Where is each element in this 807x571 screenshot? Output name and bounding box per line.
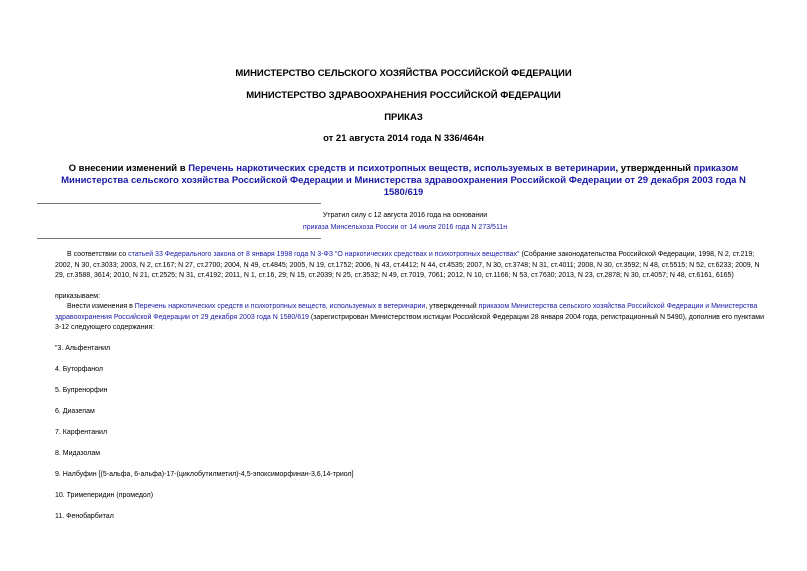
title-text-1: О внесении изменений в — [68, 163, 189, 174]
doc-date-number: от 21 августа 2014 года N 336/464н — [323, 133, 484, 144]
repeal-note-text: Утратил силу с 12 августа 2016 года на основании — [322, 212, 488, 219]
order-word: приказываем: — [55, 293, 101, 300]
title-text-2: , утвержденный — [615, 163, 694, 174]
title-link-list[interactable]: Перечень наркотических средств и психотропных веществ, используемых в ветеринарии — [188, 163, 616, 174]
list-item: 10. Тримеперидин (промедол) — [55, 492, 154, 499]
list-item: 9. Налбуфин [(5-альфа, 6-альфа)-17-(циклобутилметил)-4,5-эпоксиморфинан-3,6,14-триол] — [55, 471, 354, 478]
list-item: 7. Карфентанил — [55, 429, 108, 436]
doc-type-heading: ПРИКАЗ — [384, 112, 423, 123]
repeal-note-link[interactable]: приказа Минсельхоза России от 14 июля 2016 года N 273/511н — [302, 224, 508, 231]
para2-link-list[interactable]: Перечень наркотических средств и психотропных веществ, используемых в ветеринарии — [134, 303, 426, 310]
list-item: 6. Диазепам — [55, 408, 95, 415]
repeal-note — [270, 210, 540, 234]
para2-text-1: Внести изменения в — [67, 303, 135, 310]
list-item: "3. Альфентанил — [55, 345, 111, 352]
para2-text-2: , утвержденный — [425, 303, 479, 310]
para1-text-2: (Собрание законодательства Российской Федерации, 1998, N 2, ст.219; 2002, N 30, ст.3033; 2003, N 2, ст.167; N 27, ст.2700; 2004, N 49, ст.4845; 2005, N 19, ст.1752; 2006, N 43, ст.4412; N 44, ст.4535; 2007, N 30, ст.3748; N 31, ст.4011; 2008, N 30, ст.3592; N 48, ст.5515; N 52, ст.6233; 2009, N 29, ст.3588, 3614; 2010, N 21, ст.2525; N 31, ст.4192; 2011, N 1, ст.16, 29; N 15, ст.2039; N 25, ст.3532; N 49, ст.7019, 7061; 2012, N 10, ст.1166; N 53, ст.7630; 2013, N 23, ст.2878; N 30, ст.4057; N 48, ст.6161, 6165) — [55, 251, 760, 279]
ministry-health-heading: МИНИСТЕРСТВО ЗДРАВООХРАНЕНИЯ РОССИЙСКОЙ ФЕДЕРАЦИИ — [246, 90, 561, 101]
list-item: 5. Бупренорфин — [55, 387, 108, 394]
para1-link-law[interactable]: статьей 33 Федерального закона от 8 января 1998 года N 3-ФЗ "О наркотических средствах и психотропных веществах" — [128, 251, 520, 258]
list-item: 8. Мидазолам — [55, 450, 101, 457]
document-title — [60, 163, 747, 199]
para2-text-3: (зарегистрирован Министерством юстиции Российской Федерации 28 января 2004 года, регистрационный N 5490), дополнив его пунктами 3-12 следующего содержания: — [55, 313, 764, 331]
list-item: 4. Буторфанол — [55, 366, 103, 373]
title-link-order[interactable]: приказом Министерства сельского хозяйства Российской Федерации и Министерства здравоохранения Российской Федерации от 29 декабря 2003 года N 1580/619 — [61, 163, 746, 198]
ministry-agriculture-heading: МИНИСТЕРСТВО СЕЛЬСКОГО ХОЗЯЙСТВА РОССИЙСКОЙ ФЕДЕРАЦИИ — [235, 68, 572, 79]
para1-text-1: В соответствии со — [67, 251, 129, 258]
para2-link-order[interactable]: приказом Министерства сельского хозяйства Российской Федерации и Министерства здравоохранения Российской Федерации от 29 декабря 2003 года N 1580/619 — [55, 303, 758, 321]
paragraph-basis — [55, 250, 767, 282]
divider-top — [37, 203, 321, 204]
list-item: 11. Фенобарбитал — [55, 513, 114, 520]
paragraph-amendment — [55, 302, 767, 334]
divider-bottom — [37, 238, 321, 239]
